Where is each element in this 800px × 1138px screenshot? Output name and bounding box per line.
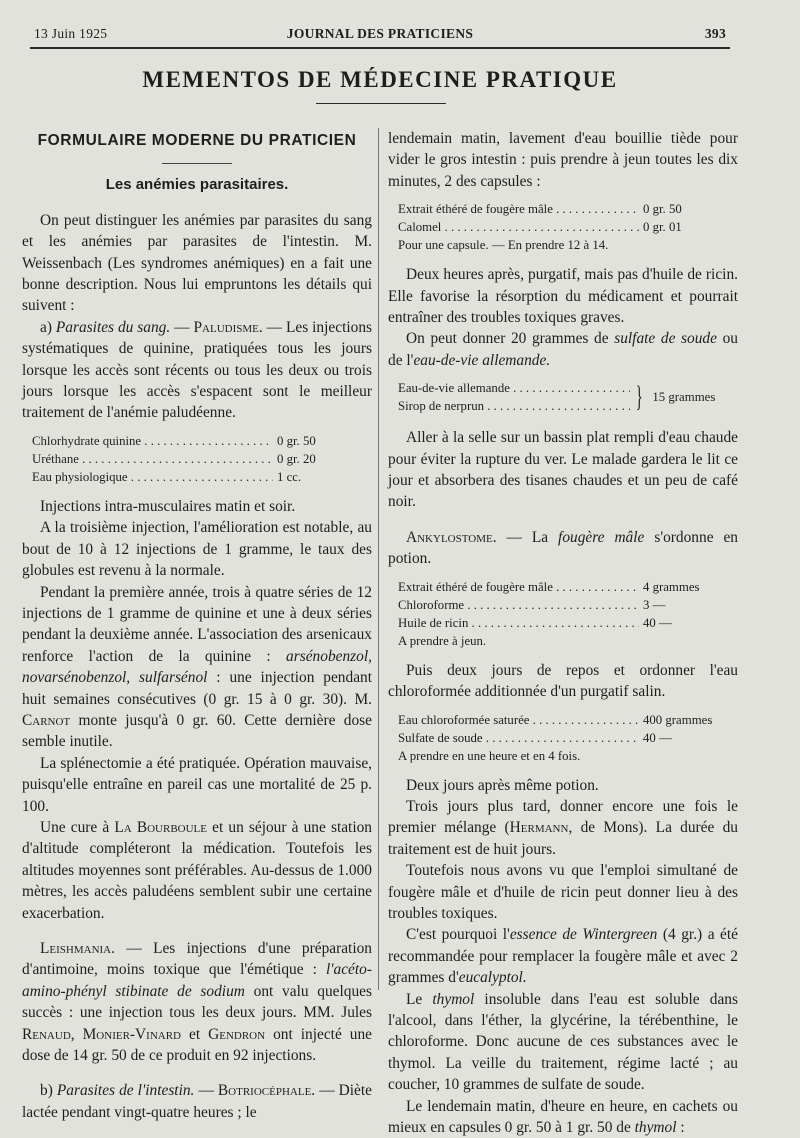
- paragraph-toutefois: Toutefois nous avons vu que l'emploi simultané de fougère mâle et d'huile de ricin peut donner lieu à des troubles toxiques.: [388, 862, 738, 922]
- paragraph-cachets: [388, 1096, 738, 1138]
- drug-name: eucalyptol.: [458, 969, 527, 987]
- paragraph-selle: Aller à la selle sur un bassin plat rempli d'eau chaude pour éviter la rupture du ver. Le malade gardera le lit ce jour et absorbera des tisanes chaudes et un peu de café noir.: [388, 429, 738, 511]
- paragraph-amelioration: A la troisième injection, l'amélioration est notable, au bout de 10 à 12 injections de 1 gramme, le taux des globules est revenu à la normale.: [22, 519, 372, 580]
- text: Pendant la première année, trois à quatre séries de 12 injections de 1 gramme de quinine et une à deux séries pendant la deuxième année. L'association des arsenicaux renforce l'action de la quinine :: [22, 583, 372, 665]
- drug-name: fougère mâle: [558, 528, 645, 546]
- prescription-line: [398, 218, 738, 236]
- drug-name: Eau physiologique . . .: [32, 468, 273, 486]
- text: : une injection pendant huit semaines consécutives (0 gr. 15 à 0 gr. 30). M.: [22, 669, 372, 708]
- text: (4 gr.) a été recommandée pour remplacer la fougère mâle et avec 2 grammes d': [388, 926, 738, 987]
- journal-name: JOURNAL DES PRATICIENS: [286, 26, 474, 41]
- column-divider: [378, 128, 379, 990]
- term-ankylostome: Ankylostome.: [406, 528, 497, 546]
- prescription-line: [398, 596, 738, 614]
- page-title: MEMENTOS DE MÉDECINE PRATIQUE: [142, 67, 618, 92]
- article-heading: Les anémies parasitaires.: [105, 176, 289, 194]
- text: ,: [70, 1025, 83, 1043]
- text: — Diète lactée pendant vingt-quatre heures ; le: [22, 1082, 372, 1121]
- text: :: [676, 1119, 685, 1136]
- prescription-potion: [398, 578, 738, 650]
- text: Une cure à: [40, 818, 115, 836]
- right-column: [388, 128, 738, 1138]
- paragraph-cure: [22, 817, 372, 924]
- paragraph-sulfate: [388, 328, 738, 371]
- issue-date: 13 Juin 1925: [34, 26, 108, 41]
- drug-name: Extrait éthéré de fougère mâle . . .: [398, 578, 639, 596]
- drug-name: Calomel . . .: [398, 218, 639, 236]
- prescription-line: [32, 450, 372, 468]
- drug-dose: 400 grammes: [643, 712, 713, 727]
- drug-name: Eau-de-vie allemande . . .: [398, 379, 630, 397]
- drug-dose: 4 grammes: [643, 579, 700, 594]
- paragraph-repos: Puis deux jours de repos et ordonner l'eau chloroformée additionnée d'un purgatif salin.: [388, 661, 738, 701]
- drug-dose: 1 cc.: [277, 469, 302, 484]
- drug-dose: 0 gr. 20: [277, 451, 316, 466]
- paragraph-intro: On peut distinguer les anémies par parasites du sang et les anémies par parasites de l'intestin. M. Weissenbach (Les syndromes anémiques) en a fait une bonne description. Nous lui empruntons les détails qui suivent :: [22, 211, 372, 315]
- paragraph-splenectomie: La splénectomie a été pratiquée. Opération mauvaise, puisqu'elle entraîne en pareil cas une mortalité de 25 p. 100.: [22, 754, 372, 815]
- paragraph-wintergreen: [388, 924, 738, 988]
- drug-name: thymol: [432, 990, 475, 1008]
- text: monte jusqu'à 0 gr. 60. Cette dernière dose semble inutile.: [22, 711, 372, 751]
- author-name: Gendron: [208, 1025, 266, 1043]
- drug-name: Eau chloroformée saturée . . .: [398, 711, 639, 729]
- text: On peut donner 20 grammes de: [406, 330, 615, 348]
- heading-parasites-sang: Parasites du sang.: [55, 318, 171, 336]
- place-name: La Bourboule: [114, 818, 207, 836]
- label-b: b): [40, 1082, 53, 1100]
- drug-dose: 40 —: [643, 730, 672, 745]
- brace-names: [398, 379, 630, 415]
- prescription-note: A prendre en une heure et en 4 fois.: [398, 748, 581, 763]
- prescription-quinine: [32, 432, 372, 486]
- drug-name: thymol: [634, 1119, 677, 1136]
- drug-name: essence de Wintergreen: [509, 926, 658, 944]
- header-rule: [30, 47, 730, 49]
- paragraph-lendemain: lendemain matin, lavement d'eau bouillie tiède pour vider le gros intestin : puis prendre à jeun toutes les dix minutes, 2 des capsules :: [388, 130, 738, 190]
- drug-name: sulfate de soude: [614, 330, 717, 348]
- text: Le lendemain matin, d'heure en heure, en cachets ou mieux en capsules 0 gr. 50 à 1 gr. 50 de: [388, 1097, 738, 1136]
- prescription-line: [398, 729, 738, 747]
- title-rule: [316, 103, 446, 104]
- text: ont valu quelques succès : une injection tous les deux jours. MM. Jules: [22, 982, 372, 1022]
- paragraph-paludisme: [22, 317, 372, 424]
- text: Trois jours plus tard, donner encore une fois le premier mélange (: [388, 797, 738, 837]
- drug-dose: 3 —: [643, 597, 666, 612]
- text: et: [181, 1025, 209, 1043]
- drug-name: Chloroforme . . .: [398, 596, 639, 614]
- paragraph-series: [22, 582, 372, 753]
- drug-list: arsénobenzol, novarsénobenzol, sulfarsénol: [22, 647, 372, 687]
- text: et un séjour à une station d'altitude compléteront la médication. Toutefois les altitudes moyennes sont préférables. Au-dessus de 1.000 mètres, les accès paludéens semblent subir une certaine exacerbation.: [22, 818, 372, 922]
- text: C'est pourquoi l': [406, 926, 510, 944]
- drug-dose: 0 gr. 01: [643, 220, 682, 235]
- drug-dose: 40 —: [643, 615, 672, 630]
- section-rule: [162, 163, 232, 164]
- prescription-line: [398, 711, 738, 729]
- term-paludisme: Paludisme.: [193, 318, 263, 336]
- prescription-chloroformee: [398, 711, 738, 765]
- brace: }: [635, 380, 643, 414]
- paragraph-thymol: [388, 989, 738, 1096]
- text: , de Mons). La durée du traitement est de huit jours.: [388, 819, 739, 858]
- drug-dose: 0 gr. 50: [643, 202, 682, 217]
- author-name: Carnot: [22, 711, 71, 729]
- paludisme-text: — Les injections systématiques de quinine, pratiquées tous les jours lorsque les accès sont récents ou tous les deux ou trois jours lorsque les accès s'espacent sont le meilleur traitement de l'anémie paludéenne.: [22, 318, 372, 422]
- drug-name: Huile de ricin . . .: [398, 614, 639, 632]
- paragraph-intestin: [22, 1080, 372, 1123]
- text: ou de l': [388, 330, 738, 369]
- text: — La: [496, 528, 559, 546]
- heading-parasites-intestin: Parasites de l'intestin.: [56, 1082, 195, 1100]
- drug-dose: 0 gr. 50: [277, 433, 316, 448]
- paragraph-trois-jours: [388, 796, 738, 860]
- author-name: Hermann: [509, 819, 569, 837]
- dash: —: [194, 1082, 218, 1100]
- drug-name: Extrait éthéré de fougère mâle . . .: [398, 200, 639, 218]
- prescription-line: [398, 578, 738, 596]
- prescription-line: [398, 200, 738, 218]
- paragraph-deux-jours: Deux jours après même potion.: [406, 776, 599, 794]
- paragraph-purgatif: Deux heures après, purgatif, mais pas d'huile de ricin. Elle favorise la résorption du médicament et pourrait entraîner des troubles toxiques graves.: [388, 266, 738, 327]
- prescription-eau-de-vie: [398, 379, 738, 415]
- label-a: a): [40, 318, 52, 336]
- left-column: [22, 128, 372, 1123]
- prescription-note: A prendre à jeun.: [398, 633, 487, 648]
- term-botriocephale: Botriocéphale.: [217, 1082, 316, 1100]
- text: Le: [406, 990, 433, 1008]
- running-head: [34, 26, 726, 46]
- text: s'ordonne en potion.: [388, 528, 739, 568]
- section-heading: FORMULAIRE MODERNE DU PRATICIEN: [37, 132, 357, 149]
- drug-name: Chlorhydrate quinine . . .: [32, 432, 273, 450]
- author-name: Renaud: [22, 1025, 71, 1043]
- drug-name: Uréthane . . .: [32, 450, 273, 468]
- drug-name: l'acéto-amino-phényl stibinate de sodium: [22, 961, 372, 1000]
- prescription-line: [32, 468, 372, 486]
- drug-name: eau-de-vie allemande.: [413, 351, 551, 369]
- dash: —: [170, 318, 194, 336]
- text: ont injecté une dose de 14 gr. 50 de ce produit en 92 injections.: [22, 1025, 372, 1065]
- term-leishmania: Leishmania.: [40, 940, 115, 957]
- author-name: Monier-Vinard: [82, 1025, 181, 1043]
- text: — Les injections d'une préparation d'antimoine, moins toxique que l'émétique :: [22, 940, 372, 979]
- drug-name: Sirop de nerprun . . .: [398, 397, 630, 415]
- prescription-line: [398, 614, 738, 632]
- drug-name: Sulfate de soude . . .: [398, 729, 639, 747]
- prescription-line: [32, 432, 372, 450]
- prescription-note: Pour une capsule. — En prendre 12 à 14.: [398, 238, 609, 253]
- paragraph-injections: Injections intra-musculaires matin et soir.: [40, 497, 296, 515]
- paragraph-ankylostome: [388, 527, 738, 570]
- text: insoluble dans l'eau est soluble dans l'alcool, dans l'éther, la glycérine, la térébenthine, le chloroforme. Donc aucune de ces substances avec le thymol. La veille du traitement, régime lacté ; au coucher, 10 grammes de sulfate de soude.: [388, 990, 738, 1094]
- prescription-capsules: [398, 200, 738, 254]
- drug-dose: 15 grammes: [652, 390, 716, 405]
- paragraph-leishmania: [22, 938, 372, 1066]
- page-number: 393: [704, 26, 726, 41]
